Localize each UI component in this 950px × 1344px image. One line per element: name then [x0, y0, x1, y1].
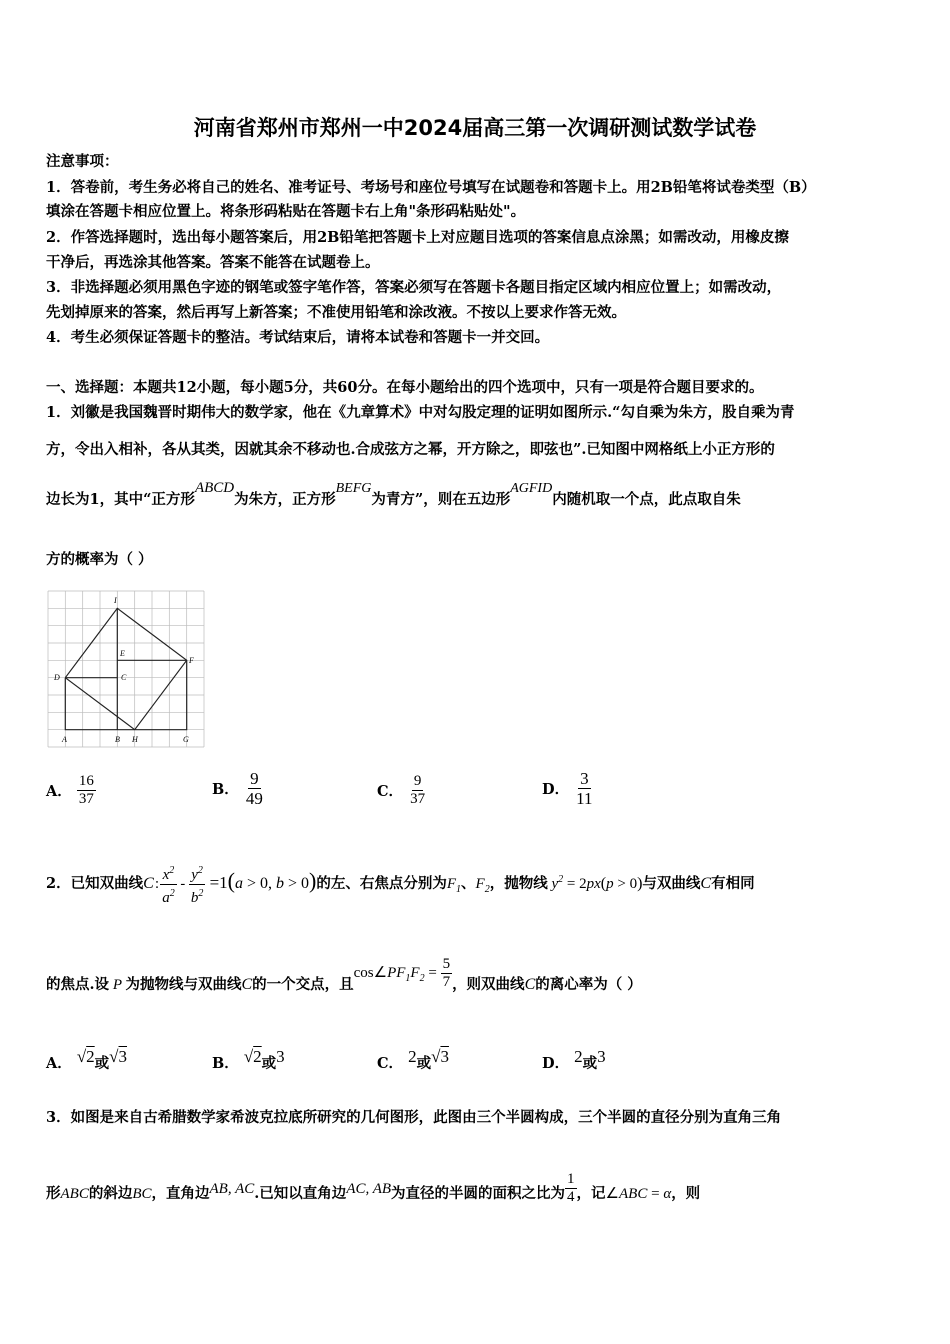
notice-heading: 注意事项：	[46, 153, 119, 170]
q3-math: BC	[132, 1186, 152, 1202]
option-value: 3	[440, 1047, 449, 1066]
q2-text: 与双曲线	[642, 875, 701, 892]
or-text: 或	[416, 1055, 432, 1072]
q2-text: 的左、右焦点分别为	[316, 875, 447, 892]
q2-option-d[interactable]	[542, 1047, 606, 1073]
or-text: 或	[261, 1055, 277, 1072]
q3-text: ，直角边	[151, 1185, 210, 1202]
q1-option-a[interactable]	[46, 773, 96, 808]
notice-line: 先划掉原来的答案，然后再写上新答案；不准使用铅笔和涂改液。不按以上要求作答无效。	[46, 304, 626, 321]
q2-text: ，则双曲线	[452, 976, 525, 993]
frac-den: 7	[442, 973, 451, 990]
option-value: 2	[86, 1047, 95, 1066]
frac-den: 49	[245, 789, 263, 808]
frac-den: 37	[410, 791, 426, 807]
liu-hui-figure	[47, 590, 207, 750]
or-text: 或	[94, 1055, 110, 1072]
fig-label: E	[120, 649, 125, 658]
q3-math: AB, AC	[209, 1181, 255, 1197]
q1-option-c[interactable]	[377, 773, 427, 808]
q3-line-2: 形ABC的斜边BC，直角边AB, AC.已知以直角边AC, AB为直径的半圆的面积之比为 $\frac{1}{4}$ ，记∠ABC = α，则	[46, 1170, 701, 1205]
frac-den: 37	[78, 791, 94, 807]
fig-label: G	[183, 735, 189, 744]
q1-befg: BEFG	[335, 481, 372, 496]
q2-text: 有相同	[711, 875, 755, 892]
q3-text: 形	[46, 1185, 61, 1202]
q1-abcd: ABCD	[194, 480, 235, 496]
option-letter: D．	[542, 1055, 570, 1072]
frac-num: 9	[413, 773, 422, 789]
frac-den: 11	[576, 789, 593, 808]
page-title: 河南省郑州市郑州一中2024届高三第一次调研测试数学试卷	[193, 116, 757, 140]
q2-line-2: 的焦点.设 P 为抛物线与双曲线C的一个交点，且$\cos\angle PF_1F_2$ = $\frac{5}{7}$ ，则双曲线C的离心率为（ ）	[46, 955, 642, 993]
frac-num: 5	[442, 955, 451, 972]
notice-line: 1．答卷前，考生务必将自己的姓名、准考证号、考场号和座位号填写在试题卷和答题卡上。用2B铅笔将试卷类型（B）	[46, 179, 816, 196]
q2-line-1: 2．已知双曲线C : $\frac{x^2}{a^2}$ - $\frac{y^2}{b^2}$ =1(a > 0, b > 0)的左、右焦点分别为$F_1$、$F_2$，抛物线 $y^2 = 2px(p > 0)$与双曲线C有相同	[46, 864, 755, 906]
option-letter: A．	[46, 783, 72, 800]
q3-math: ABC	[60, 1186, 89, 1202]
q1-line: 1．刘徽是我国魏晋时期伟大的数学家，他在《九章算术》中对勾股定理的证明如图所示.“勾自乘为朱方，股自乘为青	[46, 404, 795, 421]
q2-text: 、	[461, 875, 476, 892]
q1-option-d[interactable]	[542, 769, 595, 808]
option-letter: B．	[212, 1055, 239, 1072]
notice-line: 2．作答选择题时，选出每小题答案后，用2B铅笔把答题卡上对应题目选项的答案信息点涂黑；如需改动，用橡皮擦	[46, 229, 789, 246]
notice-line: 填涂在答题卡相应位置上。将条形码粘贴在答题卡右上角"条形码粘贴处"。	[46, 203, 526, 220]
q3-text: ，记	[576, 1185, 606, 1202]
q1-line: 方的概率为（ ）	[46, 551, 153, 568]
q3-math: AC, AB	[346, 1181, 392, 1197]
q2-text: 的离心率为（ ）	[535, 976, 642, 993]
fig-label: F	[189, 656, 194, 665]
q2-text: 为抛物线与双曲线	[125, 976, 242, 993]
q2-text: 的焦点.设	[46, 976, 110, 993]
q3-text: 为直径的半圆的面积之比为	[391, 1185, 566, 1202]
frac-num: 1	[567, 1170, 575, 1187]
option-letter: C．	[377, 783, 404, 800]
fig-label: B	[115, 735, 120, 744]
q1-line: 方，令出入相补，各从其类，因就其余不移动也.合成弦方之幂，开方除之，即弦也”.已知图中网格纸上小正方形的	[46, 441, 775, 458]
option-value: 3	[597, 1047, 606, 1066]
notice-line: 4．考生必须保证答题卡的整洁。考试结束后，请将本试卷和答题卡一并交回。	[46, 329, 550, 346]
q2-option-a[interactable]: A． √2或√3	[46, 1047, 128, 1072]
q2-text: 的一个交点，且	[252, 976, 354, 993]
fig-label: I	[114, 596, 117, 605]
notice-line: 3．非选择题必须用黑色字迹的钢笔或签字笔作答，答案必须写在答题卡各题目指定区域内相应位置上；如需改动，	[46, 279, 782, 296]
q1-text: 为朱方，正方形	[234, 491, 336, 508]
option-letter: D．	[542, 781, 570, 798]
option-value: 3	[276, 1047, 285, 1066]
option-letter: B．	[212, 781, 239, 798]
q3-text: .已知以直角边	[254, 1185, 347, 1202]
option-value: 2	[574, 1047, 583, 1066]
frac-num: 3	[580, 769, 589, 788]
q1-agfid: AGFID	[510, 481, 553, 496]
q3-line: 3．如图是来自古希腊数学家希波克拉底所研究的几何图形，此图由三个半圆构成，三个半圆的直径分别为直角三角	[46, 1109, 782, 1126]
fig-label: A	[62, 735, 67, 744]
q3-text: 的斜边	[88, 1185, 133, 1202]
option-value: 2	[253, 1047, 262, 1066]
q3-text: ，则	[671, 1185, 701, 1202]
option-letter: A．	[46, 1055, 72, 1072]
or-text: 或	[582, 1055, 598, 1072]
q1-option-b[interactable]	[212, 769, 265, 808]
q2-text: ，抛物线	[489, 875, 548, 892]
notice-line: 干净后，再选涂其他答案。答案不能答在试题卷上。	[46, 254, 380, 271]
q1-line-3	[46, 480, 741, 511]
frac-num: 16	[78, 773, 94, 789]
frac-num: 9	[250, 769, 259, 788]
frac-den: 4	[567, 1188, 575, 1205]
option-letter: C．	[377, 1055, 404, 1072]
option-value: 2	[408, 1047, 417, 1066]
q1-text: 边长为1，其中“正方形	[46, 491, 195, 508]
fig-label: C	[121, 673, 127, 682]
fig-label: D	[54, 673, 60, 682]
q2-option-b[interactable]: B． √2或3	[212, 1047, 285, 1072]
fig-label: H	[132, 735, 138, 744]
q1-text: 内随机取一个点，此点取自朱	[552, 491, 741, 508]
option-value: 3	[118, 1047, 128, 1066]
q1-text: 为青方”，则在五边形	[371, 491, 511, 508]
section-heading: 一、选择题：本题共12小题，每小题5分，共60分。在每小题给出的四个选项中，只有一项是符合题目要求的。	[46, 379, 764, 396]
q2-option-c[interactable]: C． 2或√3	[377, 1047, 449, 1072]
q2-text: 2．已知双曲线	[46, 875, 144, 892]
